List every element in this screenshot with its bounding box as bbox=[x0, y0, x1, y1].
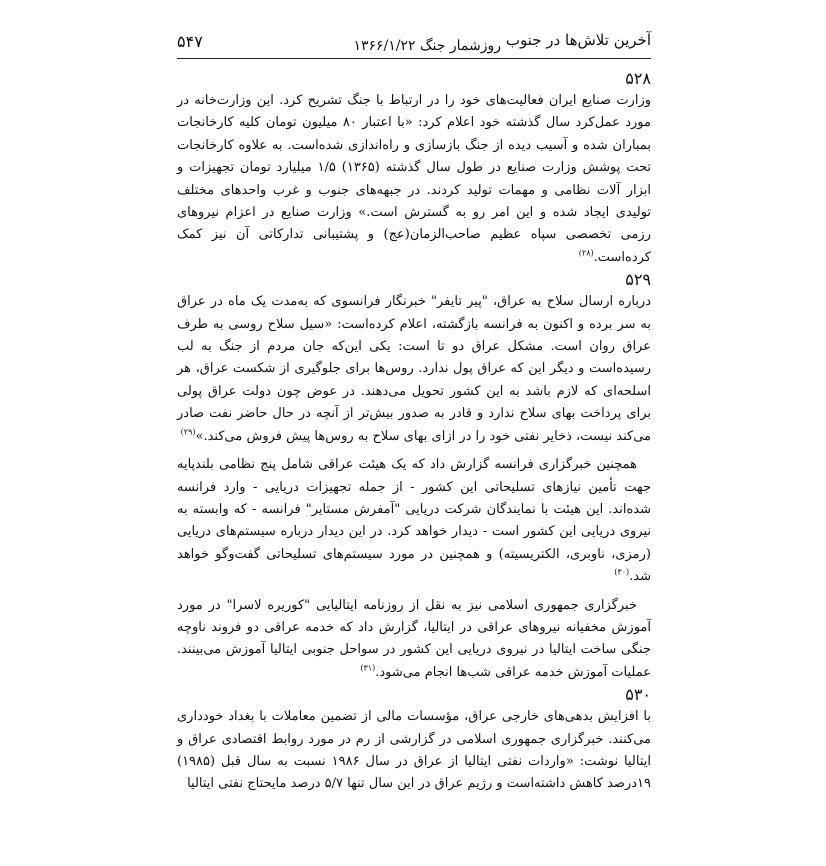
paragraph-text: همچنین خبرگزاری فرانسه گزارش داد که یک هیئت عراقی شامل پنج نظامی بلندپایه جهت تأمین نیازهای تسلیحاتی این کشور - از جمله تجهیزات دریایی - وارد فرانسه شده‌اند. این هیئت با نمایندگان شرکت دریایی "آمفرش مستایر" فرانسه - که وابسته به نیروی دریایی این کشور است - دیدار خواهد کرد. در این دیدار درباره سیستم‌های دریایی (رمزی، ناوبری، الکتریسیته) و همچنین در مورد سیستم‌های تسلیحاتی گفت‌وگو خواهد شد. bbox=[177, 457, 651, 585]
entry-number: ۵۳۰ bbox=[625, 685, 651, 705]
entry-paragraph bbox=[177, 454, 651, 588]
header-divider bbox=[177, 58, 651, 59]
entry-paragraph bbox=[177, 90, 651, 269]
footnote-ref: (۲۸) bbox=[578, 248, 594, 258]
header-book-title: آخرین تلاش‌ها در جنوب bbox=[505, 31, 651, 49]
page-number: ۵۴۷ bbox=[177, 32, 203, 51]
paragraph-text: خبرگزاری جمهوری اسلامی نیز به نقل از روزنامه ایتالیایی "کوریره لاسرا" در مورد آموزش مخفیانه نیروهای عراقی در ایتالیا، گزارش داد که خدمه عراقی دو فروند ناوچه جنگی ساخت ایتالیا در نیروی دریایی این کشور در سواحل جنوبی ایتالیا آموزش می‌بینند. عملیات آموزش خدمه عراقی شب‌ها انجام می‌شود. bbox=[177, 597, 651, 680]
header-chronology-date: روزشمار جنگ ۱۳۶۶/۱/۲۲ bbox=[353, 38, 501, 54]
entry-530 bbox=[177, 684, 651, 796]
paragraph-text: درباره ارسال سلاح به عراق، "پیر تایفر" خبرنگار فرانسوی که به‌مدت یک ماه در عراق به سر برده و اکنون به فرانسه بازگشته، اعلام کرده‌است: «سیل سلاح روسی به طرف عراق روان است. مشکل عراق دو تا است: یکی این‌که جان مردم از جنگ به لب رسیده‌است و دیگر این که عراق پول ندارد. روس‌ها برای جلوگیری از شکست عراق، هر اسلحه‌ای که لازم باشد به این کشور تحویل می‌دهند. در عوض چون دولت عراق پولی برای پرداخت بهای سلاح ندارد و قادر به صدور بیش‌تر از آنچه در حال حاضر نفت صادر می‌کند نیست، ذخایر نفتی خود را در ازای بهای سلاح به روس‌ها پیش فروش می‌کند.» bbox=[177, 294, 651, 444]
paragraph-text: با افزایش بدهی‌های خارجی عراق، مؤسسات مالی از تضمین معاملات با بغداد خودداری می‌کنند. خبرگزاری جمهوری اسلامی در گزارشی از رم در مورد روابط اقتصادی عراق و ایتالیا نوشت: «واردات نفتی ایتالیا از عراق در سال ۱۹۸۶ نسبت به سال قبل (۱۹۸۵) ۱۹درصد کاهش داشته‌است و رژیم عراق در این سال تنها ۵/۷ درصد مایحتاج نفتی ایتالیا bbox=[177, 709, 652, 792]
entry-paragraph bbox=[177, 595, 651, 685]
entry-number: ۵۲۹ bbox=[625, 270, 651, 290]
paragraph-text: وزارت صنایع ایران فعالیت‌های خود را در ارتباط با جنگ تشریح کرد. این وزارت‌خانه در مورد عمل‌کرد سال گذشته خود اعلام کرد: «با اعتبار ۸۰ میلیون تومان کلیه کارخانجات بمباران شده و آسیب دیده از جنگ بازسازی و راه‌اندازی شده‌است. به علاوه کارخانجات تحت پوشش وزارت صنایع در طول سال گذشته (۱۳۶۵) ۱/۵ میلیارد تومان تجهیزات و ابزار آلات نظامی و مهمات تولید کردند. در جبهه‌های جنوب و غرب واحدهای مختلف تولیدی ایجاد شده و این امر رو به گسترش است.» وزارت صنایع در اعزام نیروهای رزمی تخصصی سپاه عظیم صاحب‌الزمان(عج) و پشتیبانی تدارکاتی آن نیز کمک کرده‌است. bbox=[177, 93, 651, 265]
running-header bbox=[177, 30, 651, 62]
entry-528 bbox=[177, 68, 651, 269]
entry-529 bbox=[177, 269, 651, 684]
entry-paragraph bbox=[177, 706, 651, 796]
page-body bbox=[177, 68, 651, 796]
entry-number: ۵۲۸ bbox=[625, 69, 651, 88]
footnote-ref: (۲۹) bbox=[180, 427, 196, 437]
footnote-ref: (۳۱) bbox=[360, 663, 376, 673]
footnote-ref: (۳۰) bbox=[614, 567, 630, 577]
entry-paragraph bbox=[177, 291, 651, 448]
